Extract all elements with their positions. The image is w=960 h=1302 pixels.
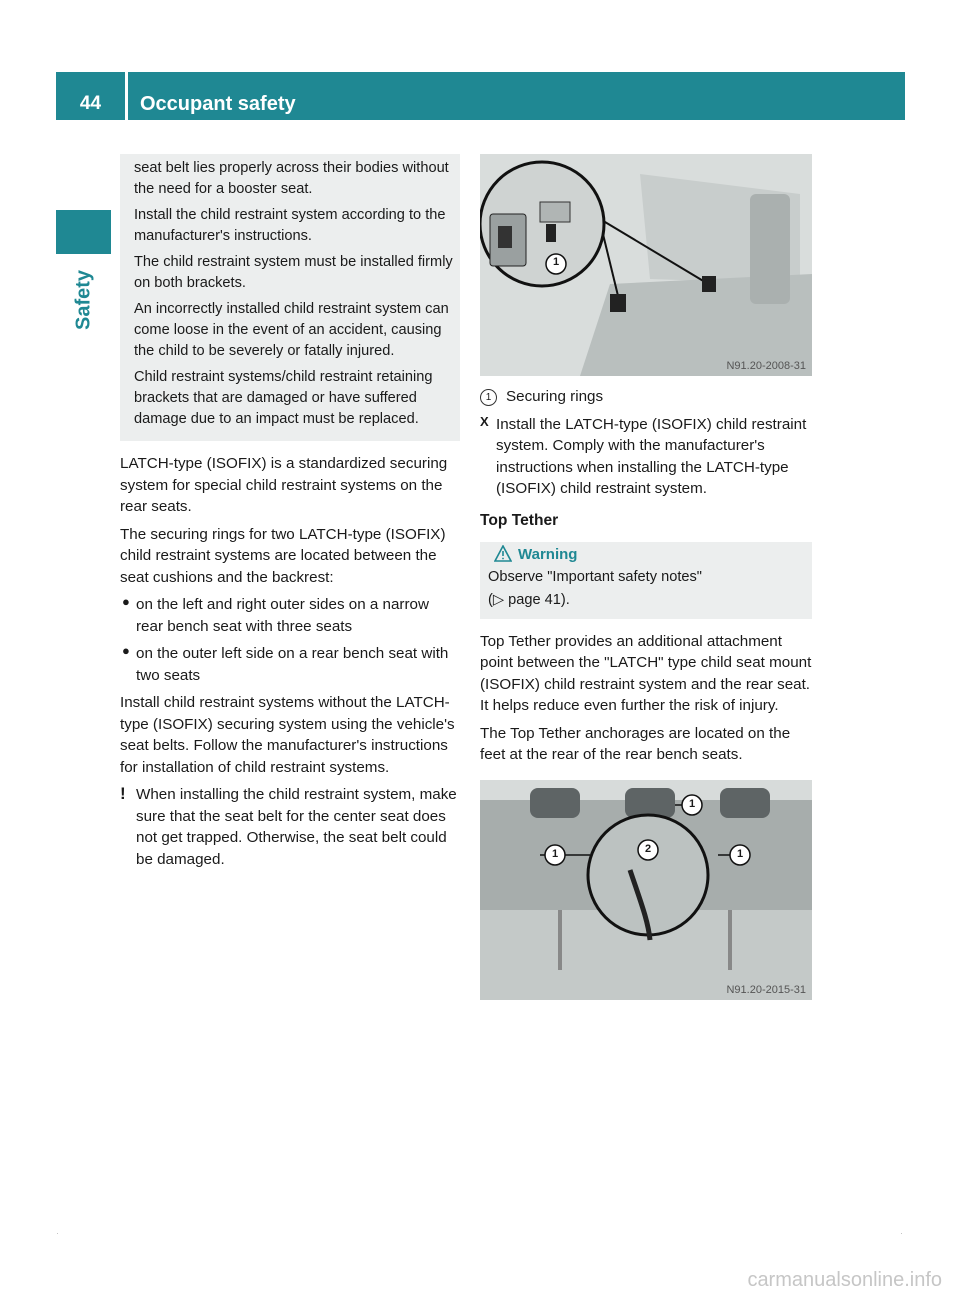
warning-box bbox=[480, 542, 812, 619]
warning-title-row bbox=[488, 546, 804, 563]
list-item-text: on the outer left side on a rear bench seat with two seats bbox=[136, 645, 449, 684]
isofix-figure bbox=[480, 154, 812, 376]
exclamation-icon: ! bbox=[120, 784, 126, 803]
figure-code: N91.20-2015-31 bbox=[726, 983, 806, 996]
warning-title: Warning bbox=[518, 545, 578, 563]
caution-note bbox=[120, 784, 460, 870]
note-paragraph: Child restraint systems/child restraint retaining brackets that are damaged or have suffered damage due to an impact must be replaced. bbox=[134, 369, 433, 427]
callout-number: 1 bbox=[551, 847, 559, 860]
step-text: Install the LATCH-type (ISOFIX) child restraint system. Comply with the manufacturer's instructions when installing the LATCH-type (ISOFIX) child restraint system. bbox=[496, 415, 807, 497]
isofix-illustration bbox=[480, 154, 812, 376]
note-paragraph: An incorrectly installed child restraint system can come loose in the event of an accident, causing the child to be severely or fatally injured. bbox=[134, 301, 449, 359]
body-paragraph: The Top Tether anchorages are located on the feet at the rear of the rear bench seats. bbox=[480, 724, 791, 763]
section-heading: Top Tether bbox=[480, 511, 559, 529]
bullet-icon: ● bbox=[122, 594, 130, 609]
list-item bbox=[120, 643, 460, 686]
callout-number: 1 bbox=[736, 847, 744, 860]
top-tether-figure bbox=[480, 780, 812, 1000]
figure-code: N91.20-2008-31 bbox=[726, 360, 806, 372]
bullet-icon: ● bbox=[122, 643, 130, 658]
body-paragraph: LATCH-type (ISOFIX) is a standardized securing system for special child restraint systems on the rear seats. bbox=[120, 455, 448, 515]
page-reference-link[interactable]: (▷ page 41). bbox=[488, 591, 570, 608]
callout-number: 1 bbox=[688, 797, 696, 810]
callout-number: 2 bbox=[644, 842, 652, 855]
header-divider bbox=[125, 72, 128, 120]
list-item bbox=[120, 594, 460, 637]
callout-number: 1 bbox=[552, 256, 560, 268]
right-column bbox=[480, 154, 812, 1000]
left-column bbox=[120, 154, 460, 876]
note-paragraph: The child restraint system must be installed firmly on both brackets. bbox=[134, 254, 453, 291]
footer-mark: · bbox=[900, 1228, 903, 1238]
footer-mark: · bbox=[56, 1228, 59, 1238]
watermark: carmanualsonline.info bbox=[747, 1269, 942, 1291]
note-paragraph: Install the child restraint system according to the manufacturer's instructions. bbox=[134, 207, 446, 244]
instruction-step bbox=[480, 414, 812, 500]
side-tab-block bbox=[56, 210, 111, 254]
body-paragraph: The securing rings for two LATCH-type (ISOFIX) child restraint systems are located between the seat cushions and the backrest: bbox=[120, 525, 446, 586]
caption-text: Securing rings bbox=[506, 388, 604, 405]
page-title: Occupant safety bbox=[140, 93, 296, 115]
callout-number-icon: 1 bbox=[480, 389, 497, 406]
safety-note-box bbox=[120, 154, 460, 441]
side-tab-label: Safety bbox=[72, 269, 95, 331]
list-item-text: on the left and right outer sides on a narrow rear bench seat with three seats bbox=[136, 596, 429, 635]
body-paragraph: Install child restraint systems without the LATCH-type (ISOFIX) securing system using the vehicle's seat belts. Follow the manufacturer's instructions for installation of child restraint systems. bbox=[120, 694, 455, 776]
note-paragraph: seat belt lies properly across their bodies without the need for a booster seat. bbox=[134, 160, 449, 197]
top-tether-illustration bbox=[480, 780, 812, 1000]
warning-text: Observe "Important safety notes" bbox=[488, 568, 702, 585]
caution-text: When installing the child restraint system, make sure that the seat belt for the center seat does not get trapped. Otherwise, the seat belt could be damaged. bbox=[136, 786, 457, 868]
figure-caption bbox=[480, 386, 812, 408]
warning-triangle-icon bbox=[494, 545, 512, 562]
body-paragraph: Top Tether provides an additional attachment point between the "LATCH" type child seat mount (ISOFIX) child restraint system and the rear seat. It helps reduce even further the risk of injury. bbox=[480, 632, 812, 714]
page-number: 44 bbox=[79, 93, 102, 114]
step-arrow-icon: X bbox=[480, 413, 489, 429]
